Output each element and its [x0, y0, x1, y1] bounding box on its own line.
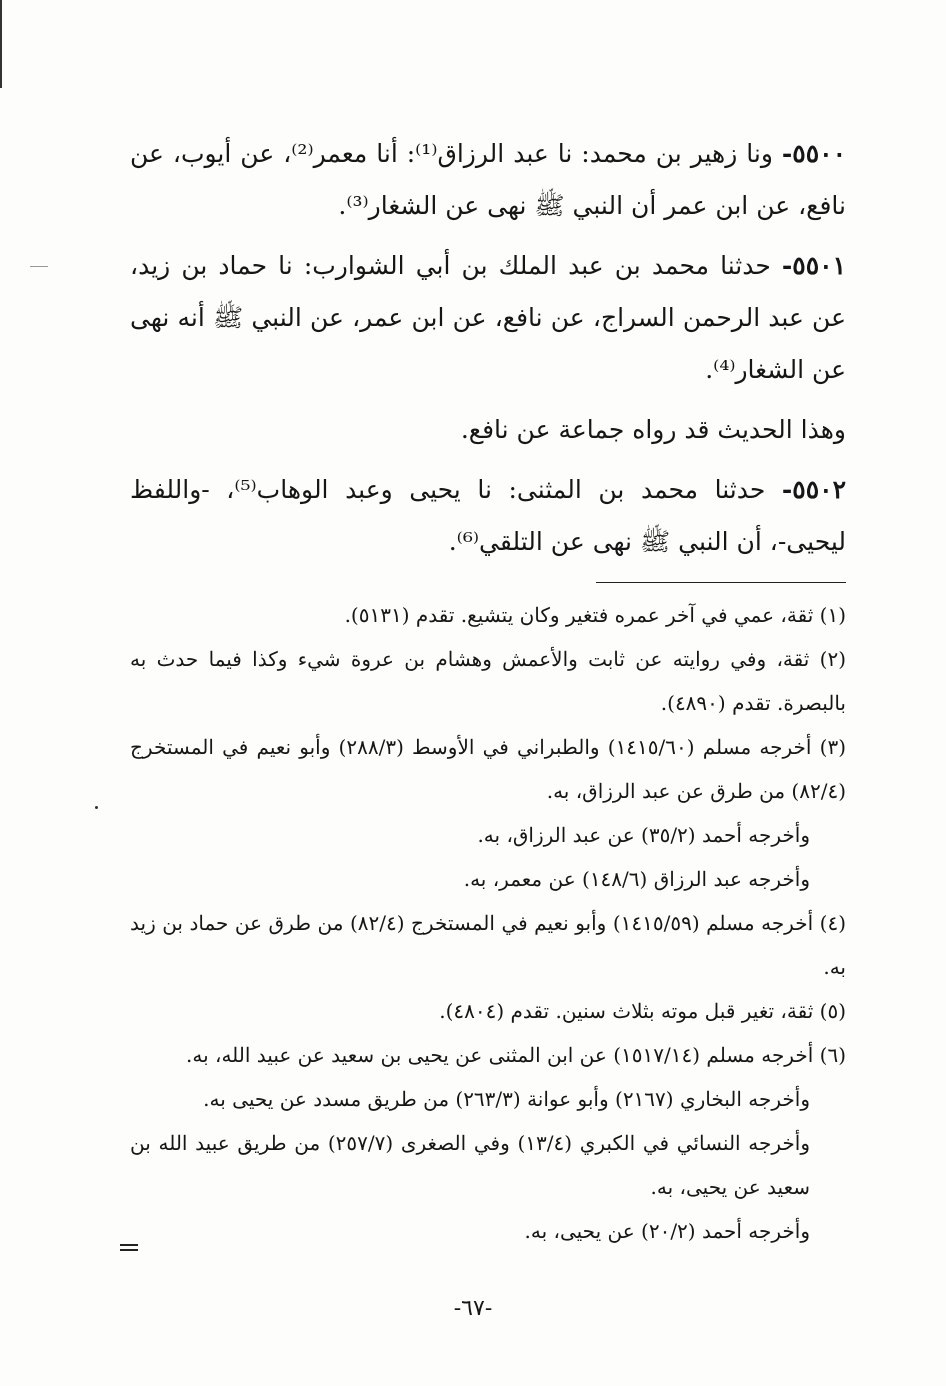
- footnote-4: [130, 901, 846, 989]
- footnote-text: أخرجه مسلم (١٤١٥/٦٠) والطبراني في الأوسط (٢٨٨/٣) وأبو نعيم في المستخرج (٨٢/٤) من طرق عن عبد الرزاق، به.: [130, 735, 846, 803]
- footnote-label: (١): [819, 603, 846, 627]
- footnote-3: [130, 725, 846, 813]
- footnote-label: (٤): [819, 911, 847, 935]
- hadith-number: ٥٥٠٢-: [781, 475, 846, 504]
- footnote-6-cont: وأخرجه أحمد (٢٠/٢) عن يحيى، به.: [524, 1219, 810, 1243]
- footnote-1: [130, 593, 846, 637]
- footnote-6: [130, 1033, 846, 1077]
- hadith-text: حدثنا محمد بن عبد الملك بن أبي الشوارب: نا حماد بن زيد، عن عبد الرحمن السراج، عن نافع، عن ابن عمر، عن النبي ﷺ أنه نهى عن الشغار⁽⁴⁾.: [130, 251, 846, 384]
- commentary-line: [130, 404, 846, 456]
- footnote-2: [130, 637, 846, 725]
- scan-edge-line: [0, 0, 2, 88]
- continuation-mark: [120, 1244, 138, 1254]
- footnote-text: ثقة، تغير قبل موته بثلاث سنين. تقدم (٤٨٠٤).: [439, 999, 814, 1023]
- page-number: -٦٧-: [453, 1296, 493, 1321]
- commentary-text: وهذا الحديث قد رواه جماعة عن نافع.: [460, 415, 846, 444]
- hadith-5500: [130, 128, 846, 232]
- footnote-label: (٣): [819, 735, 847, 759]
- footnote-6-cont: وأخرجه النسائي في الكبري (١٣/٤) وفي الصغرى (٢٥٧/٧) من طريق عبيد الله بن سعيد عن يحيى، به.: [130, 1131, 810, 1199]
- main-text: [130, 128, 846, 568]
- footnote-label: (٥): [819, 999, 846, 1023]
- footnote-text: ثقة، وفي روايته عن ثابت والأعمش وهشام بن عروة شيء وكذا فيما حدث به بالبصرة. تقدم (٤٨٩٠).: [130, 647, 846, 715]
- footnote-label: (٦): [819, 1043, 846, 1067]
- footnotes: [130, 593, 846, 1253]
- margin-dot: [95, 806, 98, 809]
- page-body: [130, 128, 846, 1253]
- footnote-separator: [596, 582, 846, 583]
- footnote-3-cont: وأخرجه عبد الرزاق (١٤٨/٦) عن معمر، به.: [463, 867, 810, 891]
- footnote-text: ثقة، عمي في آخر عمره فتغير وكان يتشيع. تقدم (٥١٣١).: [344, 603, 814, 627]
- footnote-6-cont: وأخرجه البخاري (٢١٦٧) وأبو عوانة (٢٦٣/٣) من طريق مسدد عن يحيى به.: [203, 1087, 810, 1111]
- margin-mark: [30, 266, 48, 267]
- hadith-text: ونا زهير بن محمد: نا عبد الرزاق⁽¹⁾: أنا معمر⁽²⁾، عن أيوب، عن نافع، عن ابن عمر أن النبي ﷺ نهى عن الشغار⁽³⁾.: [130, 139, 846, 220]
- footnote-3-cont: وأخرجه أحمد (٣٥/٢) عن عبد الرزاق، به.: [477, 823, 810, 847]
- hadith-5502: [130, 464, 846, 568]
- hadith-text: حدثنا محمد بن المثنى: نا يحيى وعبد الوهاب⁽⁵⁾، -واللفظ ليحيى-، أن النبي ﷺ نهى عن التلقي⁽⁶⁾.: [130, 475, 846, 556]
- hadith-5501: [130, 240, 846, 396]
- footnote-5: [130, 989, 846, 1033]
- footnote-text: أخرجه مسلم (١٥١٧/١٤) عن ابن المثنى عن يحيى بن سعيد عن عبيد الله، به.: [185, 1043, 814, 1067]
- footnote-text: أخرجه مسلم (١٤١٥/٥٩) وأبو نعيم في المستخرج (٨٢/٤) من طرق عن حماد بن زيد به.: [130, 911, 846, 979]
- hadith-number: ٥٥٠٠-: [781, 139, 846, 168]
- hadith-number: ٥٥٠١-: [781, 251, 846, 280]
- footnote-label: (٢): [819, 647, 846, 671]
